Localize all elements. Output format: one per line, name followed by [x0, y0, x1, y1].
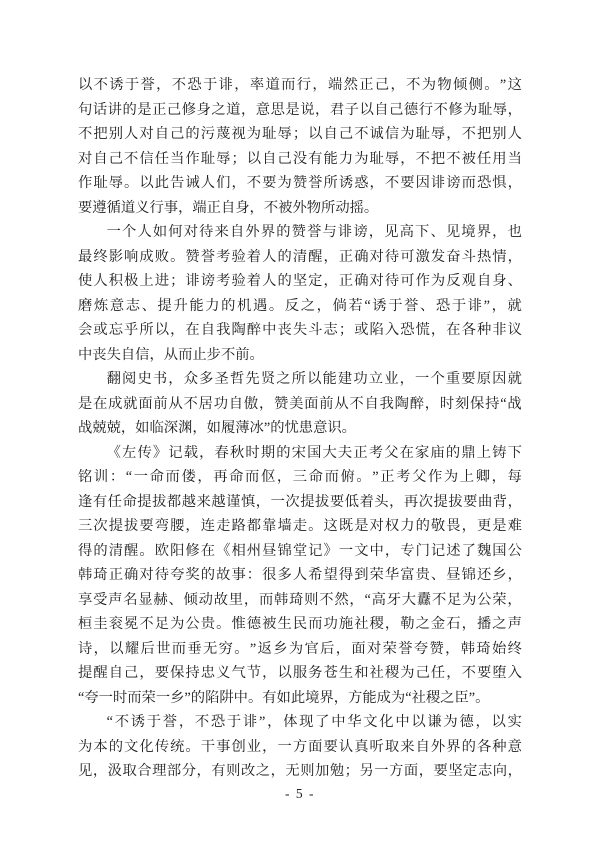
- text-line: 诗 ， 以 耀 后 世 而 垂 无 穷 。 ” 返 乡 为 官 后 ， 面 对 荣 誉 夸 赞 ， 韩 琦 始 终: [78, 640, 522, 657]
- text-line: 桓 圭 衮 冕 不 足 为 公 贵 。 惟 德 被 生 民 而 功 施 社 稷 ， 勒 之 金 石 ， 播 之 声: [78, 616, 522, 632]
- text-line: 逢 有 任 命 提 拔 都 越 来 越 谨 慎 ， 一 次 提 拔 要 低 着 头 ， 再 次 提 拔 要 曲 背 ，: [78, 493, 522, 510]
- text-line: 中丧失自信，从而止步不前。: [78, 346, 264, 363]
- text-line: 见 ， 汲 取 合 理 部 分 ， 有 则 改 之 ， 无 则 加 勉 ； 另 一 方 面 ， 要 坚 定 志 向 ，: [78, 763, 522, 779]
- text-line: 《 左 传 》 记 载 ， 春 秋 时 期 的 宋 国 大 夫 正 考 父 在 家 庙 的 鼎 上 铸 下: [106, 444, 522, 461]
- text-line: 是 在 成 就 面 前 从 不 居 功 自 傲 ， 赞 美 面 前 从 不 自 我 陶 醉 ， 时 刻 保 持 “ 战: [78, 395, 522, 412]
- text-line: 对 自 己 不 信 任 当 作 耻 辱 ； 以 自 己 没 有 能 力 为 耻 辱 ， 不 把 不 被 任 用 当: [78, 150, 522, 167]
- text-line: “ 不 诱 于 誉 ， 不 恐 于 诽 ” ， 体 现 了 中 华 文 化 中 以 谦 为 德 ， 以 实: [106, 714, 522, 730]
- text-line: 翻 阅 史 书 ， 众 多 圣 哲 先 贤 之 所 以 能 建 功 立 业 ， 一 个 重 要 原 因 就: [106, 371, 522, 387]
- page-number: - 5 -: [285, 786, 315, 801]
- text-line: 要遵循道义行事，端正自身，不被外物所动摇。: [78, 199, 379, 216]
- text-line: 韩 琦 正 确 对 待 夸 奖 的 故 事 ： 很 多 人 希 望 得 到 荣 华 富 贵 、 昼 锦 还 乡 ，: [78, 567, 522, 583]
- text-line: 不 把 别 人 对 自 己 的 污 蔑 视 为 耻 辱 ； 以 自 己 不 诚 信 为 耻 辱 ， 不 把 别 人: [78, 126, 522, 142]
- text-line: 为 本 的 文 化 传 统 。 干 事 创 业 ， 一 方 面 要 认 真 听 取 来 自 外 界 的 各 种 意: [78, 738, 522, 755]
- text-line: “夸一时而荣一乡”的陷阱中。有如此境界，方能成为“社稷之臣”。: [78, 689, 490, 706]
- text-line: 以 不 诱 于 誉 ， 不 恐 于 诽 ， 率 道 而 行 ， 端 然 正 己 ， 不 为 物 倾 侧 。 ” 这: [78, 77, 522, 93]
- text-line: 作 耻 辱 。 以 此 告 诫 人 们 ， 不 要 为 赞 誉 所 诱 惑 ， 不 要 因 诽 谤 而 恐 惧 ，: [78, 175, 522, 191]
- text-line: 铭 训 ： “ 一 命 而 偻 ， 再 命 而 伛 ， 三 命 而 俯 。 ” 正 考 父 作 为 上 卿 ， 每: [78, 469, 522, 485]
- text-line: 三 次 提 拔 要 弯 腰 ， 连 走 路 都 靠 墙 走 。 这 既 是 对 权 力 的 敬 畏 ， 更 是 难: [78, 518, 522, 534]
- text-line: 使 人 积 极 上 进 ； 诽 谤 考 验 着 人 的 坚 定 ， 正 确 对 待 可 作 为 反 观 自 身 、: [78, 273, 522, 289]
- text-block: [78, 73, 522, 784]
- text-line: 得 的 清 醒 。 欧 阳 修 在 《 相 州 昼 锦 堂 记 》 一 文 中 ， 专 门 记 述 了 魏 国 公: [78, 542, 522, 559]
- text-line: 磨 炼 意 志 、 提 升 能 力 的 机 遇 。 反 之 ， 倘 若 “ 诱 于 誉 、 恐 于 诽 ” ， 就: [78, 297, 522, 314]
- text-line: 会 或 忘 乎 所 以 ， 在 自 我 陶 醉 中 丧 失 斗 志 ； 或 陷 入 恐 慌 ， 在 各 种 非 议: [78, 322, 522, 338]
- text-line: 提 醒 自 己 ， 要 保 持 忠 义 气 节 ， 以 服 务 苍 生 和 社 稷 为 己 任 ， 不 要 堕 入: [78, 665, 522, 681]
- text-line: 句 话 讲 的 是 正 己 修 身 之 道 ， 意 思 是 说 ， 君 子 以 自 己 德 行 不 修 为 耻 辱 ，: [78, 101, 522, 118]
- text-line: 战兢兢，如临深渊，如履薄冰”的忧患意识。: [78, 420, 356, 436]
- text-line: 一 个 人 如 何 对 待 来 自 外 界 的 赞 誉 与 诽 谤 ， 见 高 下 、 见 境 界 ， 也: [106, 224, 522, 240]
- text-line: 最 终 影 响 成 败 。 赞 誉 考 验 着 人 的 清 醒 ， 正 确 对 待 可 激 发 奋 斗 热 情 ，: [78, 248, 522, 265]
- text-line: 享 受 声 名 显 赫 、 倾 动 故 里 ， 而 韩 琦 则 不 然 ， “ 高 牙 大 纛 不 足 为 公 荣 ，: [78, 591, 522, 608]
